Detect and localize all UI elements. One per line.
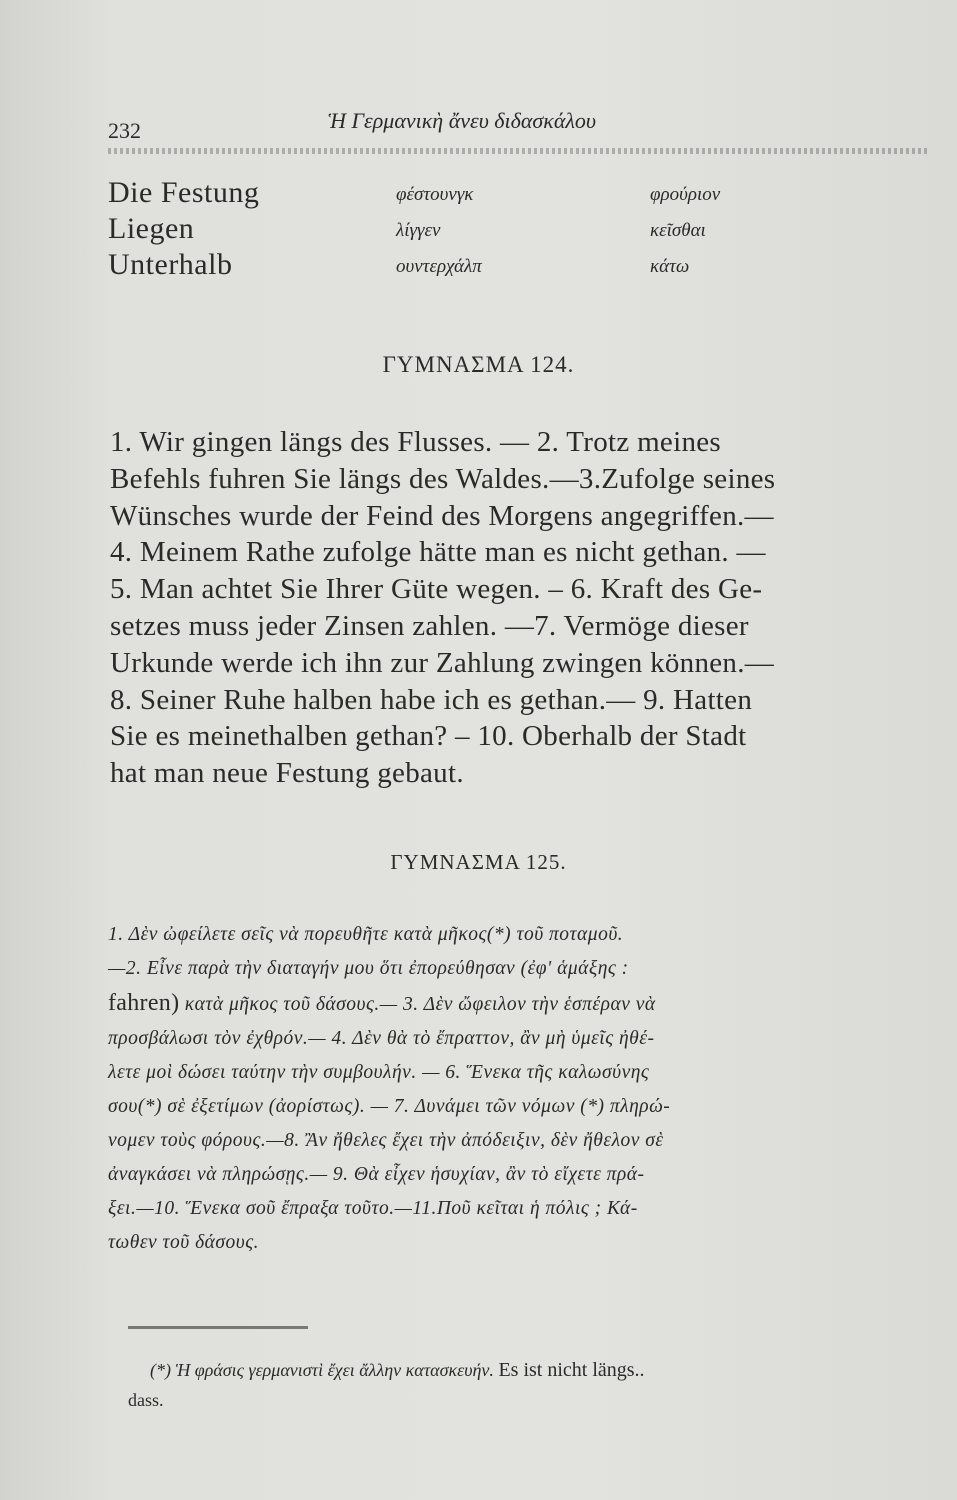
footnote xyxy=(150,1352,910,1388)
exercise-124-title: ΓΥΜΝΑΣΜΑ 124. xyxy=(382,352,575,377)
vocabulary-list xyxy=(108,176,868,284)
text-line: hat man neue Festung gebaut. xyxy=(110,757,464,790)
text-line: τωθεν τοῦ δάσους. xyxy=(108,1232,259,1253)
page-number: 232 xyxy=(108,118,141,143)
text-line: setzes muss jeder Zinsen zahlen. —7. Vermöge dieser xyxy=(110,609,749,642)
footnote-german: Es ist nicht längs.. xyxy=(498,1359,645,1381)
page-header xyxy=(108,100,928,143)
text-line: σου(*) σὲ ἐξετίμων (ἀορίστως). — 7. Δυνάμει τῶν νόμων (*) πληρώ- xyxy=(108,1096,671,1117)
vocab-meaning: κεῖσθαι xyxy=(650,220,706,241)
footnote-continuation: dass. xyxy=(128,1390,164,1410)
text-line: 1. Wir gingen längs des Flusses. — 2. Trotz meines xyxy=(110,426,722,458)
text-line: Befehls fuhren Sie längs des Waldes.—3.Zufolge seines xyxy=(110,462,776,495)
text-line: —2. Εἶνε παρὰ τὴν διαταγήν μου ὅτι ἐπορεύθησαν (ἐφ' ἁμάξης : xyxy=(108,958,629,979)
vocab-pronunciation: λίγγεν xyxy=(396,220,441,241)
exercise-125-text xyxy=(108,918,908,1260)
text-line: νομεν τοὺς φόρους.—8. Ἂν ἤθελες ἔχει τὴν ἀπόδειξιν, δὲν ἤθελον σὲ xyxy=(108,1130,664,1151)
text-line: 1. Δὲν ὠφείλετε σεῖς νὰ πορευθῆτε κατὰ μῆκος(*) τοῦ ποταμοῦ. xyxy=(108,924,624,945)
vocab-row xyxy=(108,212,868,248)
header-rule xyxy=(108,148,928,154)
footnote-greek: (*) Ἡ φράσις γερμανιστὶ ἔχει ἄλλην κατασκευήν. xyxy=(150,1360,494,1380)
running-title: Ἡ Γερμανικὴ ἄνευ διδασκάλου xyxy=(328,108,596,133)
text-line: Wünsches wurde der Feind des Morgens angegriffen.— xyxy=(110,499,774,532)
exercise-125-title: ΓΥΜΝΑΣΜΑ 125. xyxy=(390,850,567,874)
text-line: 5. Man achtet Sie Ihrer Güte wegen. – 6. Kraft des Ge- xyxy=(110,573,763,606)
text-line: προσβάλωσι τὸν ἐχθρόν.— 4. Δὲν θὰ τὸ ἔπραττον, ἂν μὴ ὑμεῖς ἠθέ- xyxy=(108,1028,655,1049)
vocab-german: Unterhalb xyxy=(108,248,233,281)
vocab-meaning: φρούριον xyxy=(650,184,721,205)
vocab-row xyxy=(108,176,868,212)
text-line: λετε μοὶ δώσει ταύτην τὴν συμβουλήν. — 6. Ἕνεκα τῆς καλωσύνης xyxy=(108,1062,650,1083)
vocab-german: Die Festung xyxy=(108,176,260,209)
text-line: ξει.—10. Ἕνεκα σοῦ ἔπραξα τοῦτο.—11.Ποῦ κεῖται ἡ πόλις ; Κά- xyxy=(108,1198,638,1219)
footnote-rule xyxy=(128,1326,308,1329)
vocab-pronunciation: ουντερχάλπ xyxy=(396,256,482,277)
exercise-124-text xyxy=(110,424,910,792)
vocab-meaning: κάτω xyxy=(650,256,690,277)
text-line: 4. Meinem Rathe zufolge hätte man es nicht gethan. — xyxy=(110,536,766,569)
vocab-german: Liegen xyxy=(108,212,195,245)
text-line: ἀναγκάσει νὰ πληρώσῃς.— 9. Θὰ εἶχεν ἡσυχίαν, ἂν τὸ εἴχετε πρά- xyxy=(108,1164,645,1185)
vocab-row xyxy=(108,248,868,284)
text-line: 8. Seiner Ruhe halben habe ich es gethan.— 9. Hatten xyxy=(110,683,753,716)
vocab-pronunciation: φέστουνγκ xyxy=(396,184,474,205)
inline-greek: κατὰ μῆκος τοῦ δάσους.— 3. Δὲν ὤφειλον τὴν ἑσπέραν νὰ xyxy=(184,994,656,1015)
text-line xyxy=(108,986,908,1022)
text-line: Sie es meinethalben gethan? – 10. Oberhalb der Stadt xyxy=(110,720,747,753)
inline-german: fahren) xyxy=(108,990,180,1016)
text-line: Urkunde werde ich ihn zur Zahlung zwingen können.— xyxy=(110,646,775,679)
